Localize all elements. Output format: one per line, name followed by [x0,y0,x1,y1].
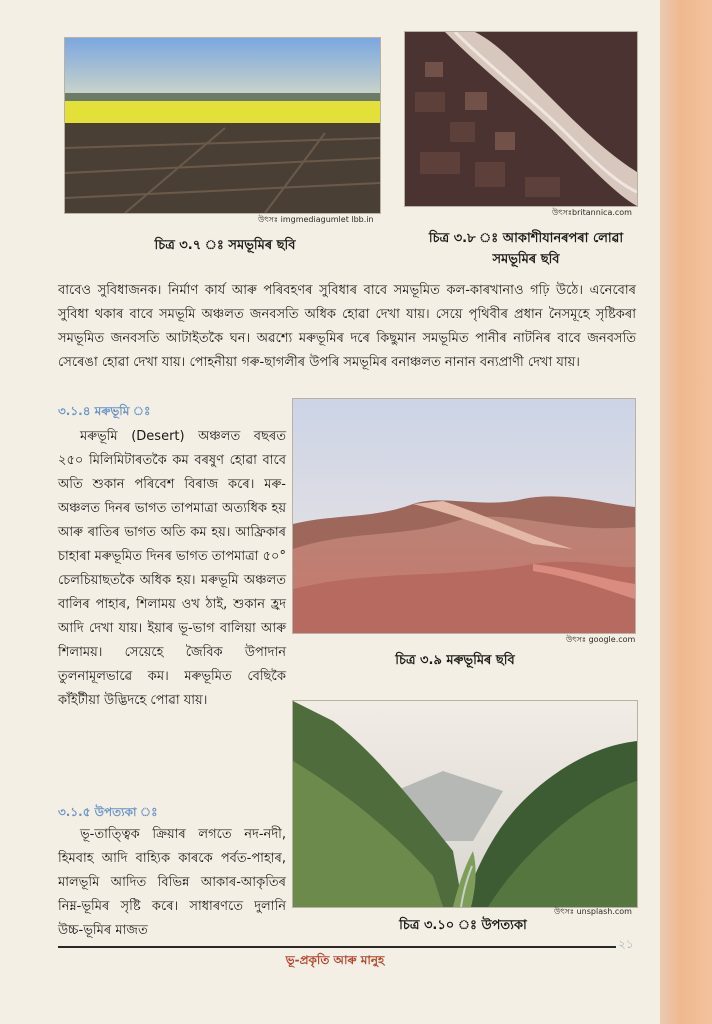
figure-aerial-plain-photo [404,31,638,207]
figure-3-10-source: উৎসঃ unsplash.com [554,907,632,916]
footer-divider [58,946,616,948]
intro-paragraph: বাবেও সুবিধাজনক। নিৰ্মাণ কাৰ্য আৰু পৰিবহণৰ সুবিধাৰ বাবে সমভূমিত কল-কাৰখানাও গঢ়ি উঠে। এনেবোৰ সুবিধা থকাৰ বাবে সমভূমি অঞ্চলত জনবসতি অধিক হোৱা দেখা যায়। সেয়ে পৃথিবীৰ প্ৰধান নৈসমূহে সৃষ্টিকৰা সমভূমিত জনবসতি আটাইতকৈ ঘন। অৱশ্যে মৰুভূমিৰ দৰে কিছুমান সমভূমিত পানীৰ নাটনিৰ বাবে জনবসতি সেৰেঙা হোৱা দেখা যায়। পোহনীয়া গৰু-ছাগলীৰ উপৰি সমভূমিৰ বনাঞ্চলত নানান বন্যপ্ৰাণী দেখা যায়। [58,283,636,370]
figure-3-8-caption-line2: সমভূমিৰ ছবি [492,252,560,267]
section-desert-heading: ৩.১.৪ মৰুভূমি ঃ [58,404,151,418]
figure-desert-photo [292,398,636,634]
figure-3-9-source: উৎসঃ google.com [566,635,636,644]
figure-3-10-caption: চিত্ৰ ৩.১০ ঃ উপত্যকা [399,918,527,933]
figure-3-7-source: উৎসঃ imgmediagumlet lbb.in [258,215,374,224]
desert-paragraph: মৰুভূমি (Desert) অঞ্চলত বছৰত ২৫০ মিলিমিটাৰতকৈ কম বৰষুণ হোৱা বাবে অতি শুকান পৰিবেশ বিৰাজ কৰে। মৰু-অঞ্চলত দিনৰ ভাগত তাপমাত্ৰা অত্যধিক হয় আৰু ৰাতিৰ ভাগত অতি কম হয়। আফ্ৰিকাৰ চাহাৰা মৰুভূমিত দিনৰ ভাগত তাপমাত্ৰা ৫০° চেলচিয়াছতকৈ অধিক হয়। মৰুভূমি অঞ্চলত বালিৰ পাহাৰ, শিলাময় ওখ ঠাই, শুকান হ্ৰদ আদি দেখা যায়। ইয়াৰ ভূ-ভাগ বালিয়া আৰু শিলাময়। সেয়েহে জৈবিক উপাদান তুলনামূলভাৱে কম। মৰুভূমিত বেছিকৈ কাঁইটীয়া উদ্ভিদহে পোৱা যায়। [58,429,286,708]
page-edge [660,0,712,1024]
figure-plain-photo [64,37,381,214]
footer-book-title: ভূ-প্ৰকৃতি আৰু মানুহ [285,953,385,967]
section-valley-heading: ৩.১.৫ উপত্যকা ঃ [58,805,158,819]
page-number: ২১ [618,937,634,951]
figure-3-9-caption: চিত্ৰ ৩.৯ মৰুভূমিৰ ছবি [395,653,515,668]
figure-3-8-source: উৎসঃbritannica.com [552,208,632,217]
figure-valley-photo [292,700,638,908]
figure-3-8-caption [418,228,634,270]
figure-3-8-caption-line1: চিত্ৰ ৩.৮ ঃ আকাশীযানৰপৰা লোৱা [428,231,624,246]
figure-3-7-caption: চিত্ৰ ৩.৭ ঃ সমভূমিৰ ছবি [154,238,296,253]
valley-paragraph: ভূ-তাত্ত্বিক ক্ৰিয়াৰ লগতে নদ-নদী, হিমবাহ আদি বাহ্যিক কাৰকে পৰ্বত-পাহাৰ, মালভূমি আদিত বিভিন্ন আকাৰ-আকৃতিৰ নিম্ন-ভূমিৰ সৃষ্টি কৰে। সাধাৰণতে দুলানি উচ্চ-ভূমিৰ মাজত [58,827,286,938]
